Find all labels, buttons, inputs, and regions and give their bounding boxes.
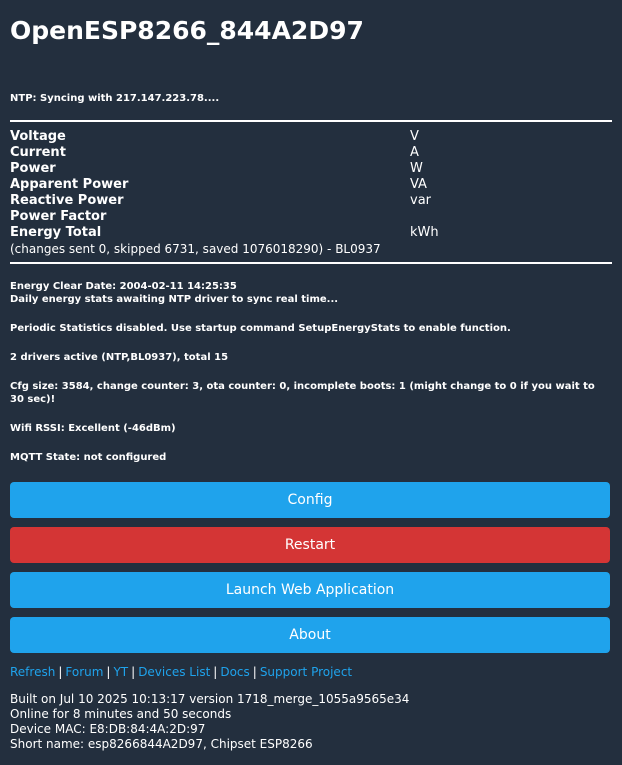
- changes-summary: (changes sent 0, skipped 6731, saved 1076018290) - BL0937: [10, 242, 381, 256]
- measurement-unit: var: [410, 193, 432, 208]
- link-separator: |: [106, 665, 111, 679]
- cfg-status: Cfg size: 3584, change counter: 3, ota counter: 0, incomplete boots: 1 (might change to 0 if you wait to 30 sec)!: [10, 381, 595, 405]
- measurement-unit: V: [410, 129, 419, 144]
- measurement-label: Voltage: [10, 129, 66, 144]
- measurement-unit: W: [410, 161, 423, 176]
- config-button[interactable]: Config: [10, 482, 610, 518]
- measurement-unit: VA: [410, 177, 427, 192]
- short-name: Short name: esp8266844A2D97, Chipset ESP8266: [10, 737, 313, 751]
- link-separator: |: [131, 665, 136, 679]
- measurement-unit: A: [410, 145, 419, 160]
- measurement-label: Power Factor: [10, 209, 107, 224]
- device-title: OpenESP8266_844A2D97: [10, 16, 364, 45]
- build-info: [10, 692, 612, 752]
- energy-clear-date: Energy Clear Date: 2004-02-11 14:25:35: [10, 281, 237, 292]
- divider-top: [10, 120, 612, 122]
- measurement-row-voltage: [10, 129, 612, 145]
- measurement-row-power: [10, 161, 612, 177]
- mqtt-status: MQTT State: not configured: [10, 452, 167, 463]
- measurement-row-energy-total: [10, 225, 612, 241]
- wifi-rssi-status: Wifi RSSI: Excellent (-46dBm): [10, 423, 176, 434]
- periodic-stats-status: Periodic Statistics disabled. Use startup command SetupEnergyStats to enable function.: [10, 323, 511, 334]
- support-project-link[interactable]: Support Project: [259, 665, 353, 679]
- daily-stats-status: Daily energy stats awaiting NTP driver to sync real time...: [10, 294, 339, 305]
- ntp-status: NTP: Syncing with 217.147.223.78....: [10, 93, 220, 104]
- measurement-row-apparent-power: [10, 177, 612, 193]
- device-mac: Device MAC: E8:DB:84:4A:2D:97: [10, 722, 206, 736]
- measurement-label: Energy Total: [10, 225, 102, 240]
- measurement-table: [10, 129, 612, 257]
- about-button[interactable]: About: [10, 617, 610, 653]
- launch-web-app-button[interactable]: Launch Web Application: [10, 572, 610, 608]
- measurement-label: Current: [10, 145, 66, 160]
- yt-link[interactable]: YT: [113, 665, 129, 679]
- uptime: Online for 8 minutes and 50 seconds: [10, 707, 232, 721]
- docs-link[interactable]: Docs: [220, 665, 250, 679]
- measurement-row-reactive-power: [10, 193, 612, 209]
- link-separator: |: [213, 665, 218, 679]
- devices-list-link[interactable]: Devices List: [138, 665, 211, 679]
- forum-link[interactable]: Forum: [65, 665, 104, 679]
- link-separator: |: [252, 665, 257, 679]
- link-separator: |: [58, 665, 63, 679]
- restart-button[interactable]: Restart: [10, 527, 610, 563]
- drivers-status: 2 drivers active (NTP,BL0937), total 15: [10, 352, 229, 363]
- footer-links: [10, 664, 612, 680]
- measurement-row-current: [10, 145, 612, 161]
- measurement-label: Reactive Power: [10, 193, 124, 208]
- measurement-row-power-factor: [10, 209, 612, 225]
- divider-bottom: [10, 262, 612, 264]
- measurement-label: Apparent Power: [10, 177, 129, 192]
- measurement-label: Power: [10, 161, 56, 176]
- measurement-unit: kWh: [410, 225, 439, 240]
- refresh-link[interactable]: Refresh: [10, 665, 56, 679]
- build-version: Built on Jul 10 2025 10:13:17 version 1718_merge_1055a9565e34: [10, 692, 410, 706]
